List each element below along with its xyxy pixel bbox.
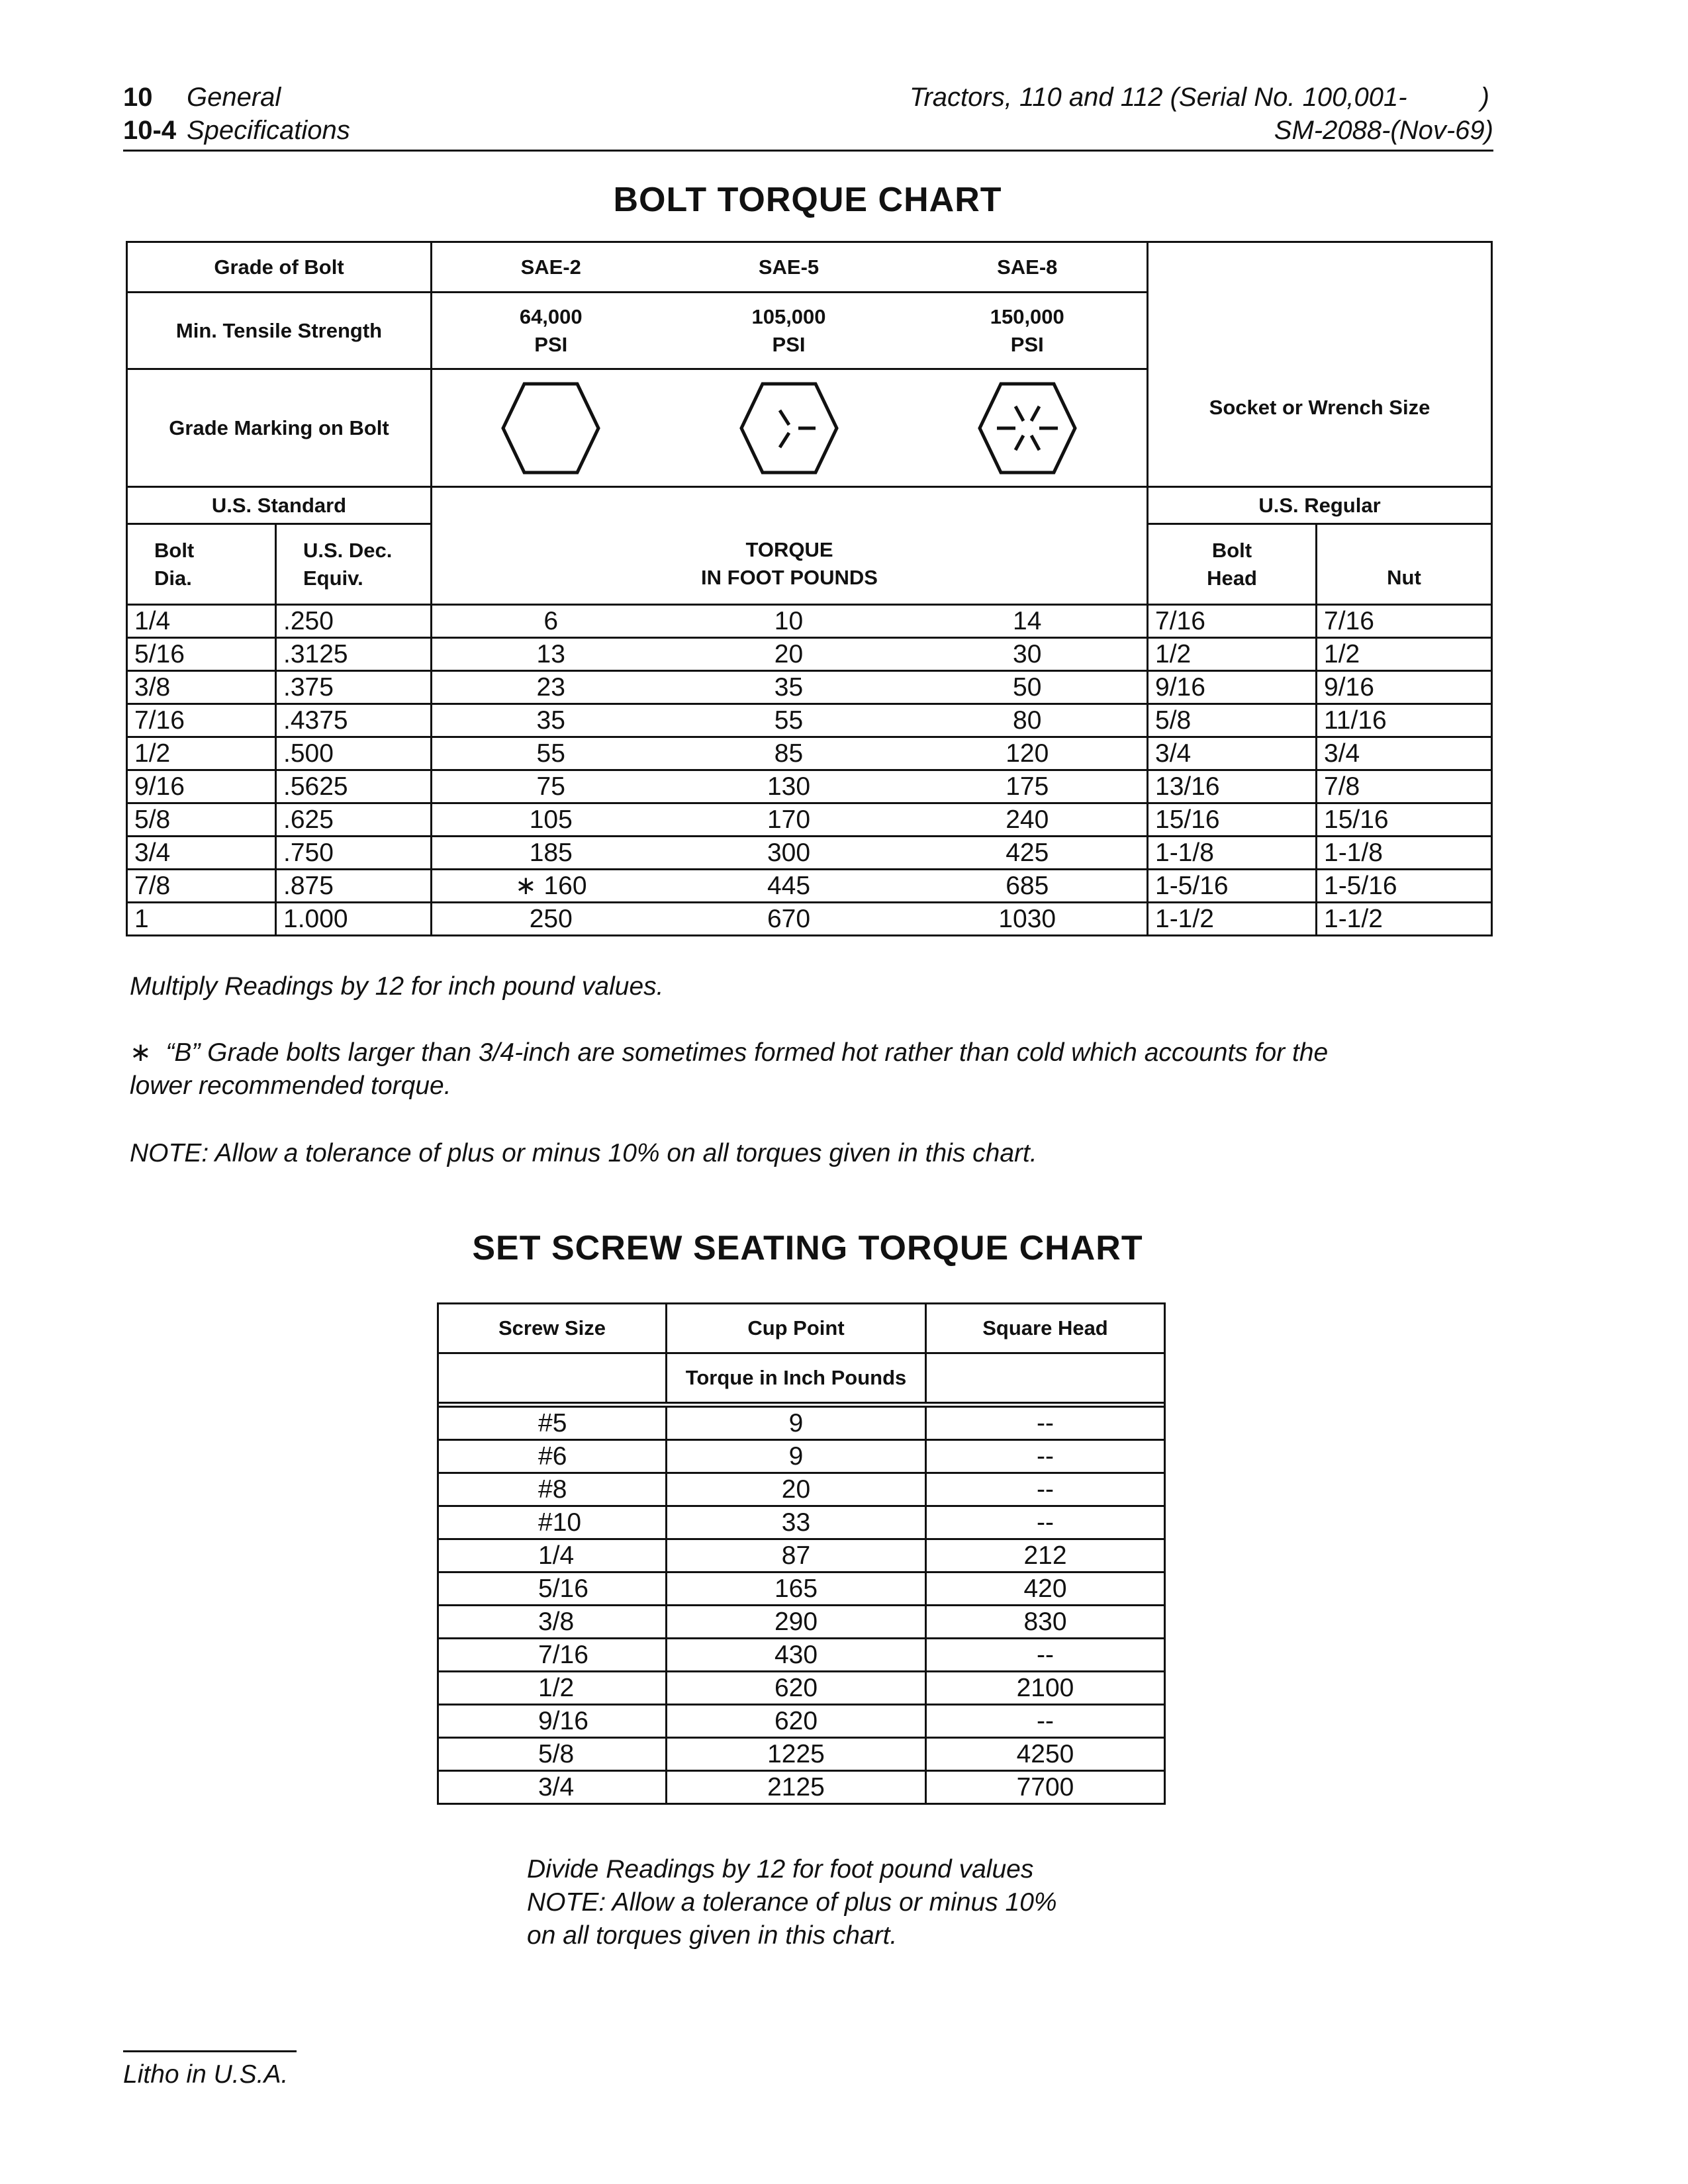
note-asterisk-line1: ∗ “B” Grade bolts larger than 3/4-inch are sometimes formed hot rather than cold which accounts for the [130,1038,1329,1067]
subsection-heading [123,114,350,147]
cell-sae5: 130 [670,770,908,803]
table-row [127,903,1492,936]
cell-square: -- [926,1705,1165,1738]
cell-head: 9/16 [1148,671,1317,704]
plain-hexagon-icon [498,379,604,478]
subsection-name: Specifications [187,116,350,145]
cell-square: 420 [926,1572,1165,1606]
section-name: General [187,83,281,112]
cell-head: 15/16 [1148,803,1317,837]
section-heading [123,81,281,114]
cell-dec: .250 [276,605,432,638]
grade-sae5: SAE-5 [670,242,908,293]
cell-cup: 165 [667,1572,926,1606]
litho-label: Litho in U.S.A. [123,2060,289,2089]
tensile-unit: PSI [1010,332,1044,356]
bolt-chart-title: BOLT TORQUE CHART [613,181,1002,219]
cell-nut: 7/16 [1317,605,1492,638]
section-number: 10 [123,83,153,112]
torque-label-line2: IN FOOT POUNDS [701,566,878,589]
cell-size: #8 [438,1473,667,1506]
cell-cup: 1225 [667,1738,926,1771]
cell-sae8: 50 [908,671,1148,704]
tensile-sae8 [908,293,1148,369]
table-row [127,803,1492,837]
cell-square: 2100 [926,1672,1165,1705]
us-regular-label: U.S. Regular [1148,487,1492,524]
table-row [438,1639,1165,1672]
cell-dec: .750 [276,837,432,870]
cell-head: 1-1/2 [1148,903,1317,936]
cell-sae2: 185 [432,837,670,870]
cell-sae8: 685 [908,870,1148,903]
cell-head: 1-5/16 [1148,870,1317,903]
note-asterisk-line2: lower recommended torque. [130,1071,451,1100]
table-row [127,704,1492,737]
cell-dec: .875 [276,870,432,903]
table-row [438,1440,1165,1473]
cell-sae5: 445 [670,870,908,903]
manual-code: SM-2088-(Nov-69) [1274,116,1493,145]
table-row [438,1572,1165,1606]
three-line-hexagon-icon [736,379,842,478]
blank-cell [438,1353,667,1403]
note-tolerance: NOTE: Allow a tolerance of plus or minus 10% on all torques given in this chart. [130,1139,1037,1167]
torque-foot-pounds-label [432,487,1148,605]
cell-nut: 3/4 [1317,737,1492,770]
cell-size: #10 [438,1506,667,1539]
cell-sae8: 1030 [908,903,1148,936]
setscrew-chart-title: SET SCREW SEATING TORQUE CHART [472,1229,1143,1267]
table-row [438,1407,1165,1440]
table-row [438,1705,1165,1738]
table-row [127,837,1492,870]
cell-square: -- [926,1440,1165,1473]
tensile-sae5 [670,293,908,369]
cell-dec: .4375 [276,704,432,737]
cell-square: -- [926,1473,1165,1506]
cell-sae2: 23 [432,671,670,704]
model-line: Tractors, 110 and 112 (Serial No. 100,001- ) [910,83,1489,112]
cell-dia: 7/8 [127,870,276,903]
tensile-unit: PSI [534,332,568,356]
cell-head: 7/16 [1148,605,1317,638]
cell-sae2: 6 [432,605,670,638]
cell-sae2: 105 [432,803,670,837]
bolt-head-text: Bolt Head [1207,538,1257,590]
cell-dia: 1/2 [127,737,276,770]
cell-nut: 9/16 [1317,671,1492,704]
table-row [127,671,1492,704]
cell-sae2: 55 [432,737,670,770]
tensile-sae2 [432,293,670,369]
cell-sae8: 175 [908,770,1148,803]
cell-sae5: 35 [670,671,908,704]
cell-cup: 87 [667,1539,926,1572]
nut-label: Nut [1317,524,1492,605]
cell-sae8: 240 [908,803,1148,837]
dec-equiv-label [276,524,432,605]
cell-dec: .500 [276,737,432,770]
table-row [127,870,1492,903]
six-line-hexagon-icon [974,379,1080,478]
cell-size: #5 [438,1407,667,1440]
cell-nut: 1-1/8 [1317,837,1492,870]
cell-cup: 620 [667,1672,926,1705]
cell-sae8: 14 [908,605,1148,638]
cell-sae2: 35 [432,704,670,737]
table-row [127,605,1492,638]
cell-sae8: 30 [908,638,1148,671]
cell-cup: 290 [667,1606,926,1639]
cell-nut: 1/2 [1317,638,1492,671]
note-multiply: Multiply Readings by 12 for inch pound values. [130,972,664,1001]
cell-dec: .625 [276,803,432,837]
cell-sae2: 250 [432,903,670,936]
cell-nut: 15/16 [1317,803,1492,837]
grade-marking-label: Grade Marking on Bolt [127,369,432,487]
table-row [127,737,1492,770]
cell-cup: 20 [667,1473,926,1506]
tensile-strength-label: Min. Tensile Strength [127,293,432,369]
marking-sae2 [432,369,670,487]
cell-sae8: 120 [908,737,1148,770]
cell-cup: 2125 [667,1771,926,1804]
cell-dia: 9/16 [127,770,276,803]
cell-head: 5/8 [1148,704,1317,737]
cell-size: 5/16 [438,1572,667,1606]
table-row [127,770,1492,803]
cell-size: 1/2 [438,1672,667,1705]
table-row [438,1771,1165,1804]
tensile-value: 64,000 [519,304,583,328]
tensile-value: 150,000 [990,304,1064,328]
cell-head: 3/4 [1148,737,1317,770]
cell-dia: 3/4 [127,837,276,870]
cell-size: 5/8 [438,1738,667,1771]
cell-square: 7700 [926,1771,1165,1804]
cell-cup: 9 [667,1407,926,1440]
cell-cup: 620 [667,1705,926,1738]
cell-nut: 11/16 [1317,704,1492,737]
subsection-number: 10-4 [123,116,177,145]
bolt-head-label [1148,524,1317,605]
us-standard-label: U.S. Standard [127,487,432,524]
cell-size: 9/16 [438,1705,667,1738]
cell-head: 1/2 [1148,638,1317,671]
cell-sae5: 10 [670,605,908,638]
blank-cell [926,1353,1165,1403]
header-rule [123,150,1493,152]
cell-dec: .5625 [276,770,432,803]
table-row [127,638,1492,671]
cell-dec: .3125 [276,638,432,671]
torque-inch-pounds-label: Torque in Inch Pounds [667,1353,926,1403]
tensile-value: 105,000 [751,304,826,328]
cell-nut: 1-1/2 [1317,903,1492,936]
cell-dia: 5/16 [127,638,276,671]
cell-cup: 33 [667,1506,926,1539]
note-tolerance-line2: on all torques given in this chart. [527,1921,898,1950]
cell-square: 212 [926,1539,1165,1572]
note-tolerance-line1: NOTE: Allow a tolerance of plus or minus 10% [527,1888,1057,1917]
cell-square: -- [926,1407,1165,1440]
cell-nut: 7/8 [1317,770,1492,803]
grade-sae8: SAE-8 [908,242,1148,293]
cup-point-label: Cup Point [667,1304,926,1353]
cell-sae2: 13 [432,638,670,671]
cell-sae5: 170 [670,803,908,837]
cell-square: -- [926,1506,1165,1539]
cell-sae8: 80 [908,704,1148,737]
table-row [438,1606,1165,1639]
grade-of-bolt-label: Grade of Bolt [127,242,432,293]
cell-square: -- [926,1639,1165,1672]
cell-head: 1-1/8 [1148,837,1317,870]
marking-sae8 [908,369,1148,487]
table-row [438,1473,1165,1506]
bolt-dia-label [127,524,276,605]
cell-dia: 1 [127,903,276,936]
cell-size: #6 [438,1440,667,1473]
cell-square: 4250 [926,1738,1165,1771]
square-head-label: Square Head [926,1304,1165,1353]
bolt-dia-text: Bolt Dia. [154,538,195,590]
cell-size: 3/4 [438,1771,667,1804]
note-divide: Divide Readings by 12 for foot pound values [527,1855,1034,1884]
cell-cup: 430 [667,1639,926,1672]
marking-sae5 [670,369,908,487]
bolt-torque-table [126,241,1493,936]
setscrew-torque-table [437,1302,1166,1805]
table-row [438,1539,1165,1572]
cell-size: 1/4 [438,1539,667,1572]
footer-rule [123,2050,297,2052]
cell-cup: 9 [667,1440,926,1473]
table-row [438,1672,1165,1705]
dec-equiv-text: U.S. Dec. Equiv. [303,538,393,590]
cell-sae5: 55 [670,704,908,737]
cell-sae5: 85 [670,737,908,770]
cell-dia: 7/16 [127,704,276,737]
cell-dec: 1.000 [276,903,432,936]
cell-size: 7/16 [438,1639,667,1672]
cell-dia: 1/4 [127,605,276,638]
cell-nut: 1-5/16 [1317,870,1492,903]
cell-sae5: 20 [670,638,908,671]
cell-dia: 3/8 [127,671,276,704]
table-row [438,1506,1165,1539]
cell-dia: 5/8 [127,803,276,837]
cell-size: 3/8 [438,1606,667,1639]
grade-sae2: SAE-2 [432,242,670,293]
cell-sae2: ∗ 160 [432,870,670,903]
cell-head: 13/16 [1148,770,1317,803]
socket-wrench-size-label: Socket or Wrench Size [1148,242,1492,487]
cell-sae5: 670 [670,903,908,936]
tensile-unit: PSI [772,332,806,356]
cell-sae2: 75 [432,770,670,803]
torque-label-line1: TORQUE [745,538,833,561]
cell-dec: .375 [276,671,432,704]
table-row [438,1738,1165,1771]
cell-sae8: 425 [908,837,1148,870]
cell-square: 830 [926,1606,1165,1639]
cell-sae5: 300 [670,837,908,870]
screw-size-label: Screw Size [438,1304,667,1353]
